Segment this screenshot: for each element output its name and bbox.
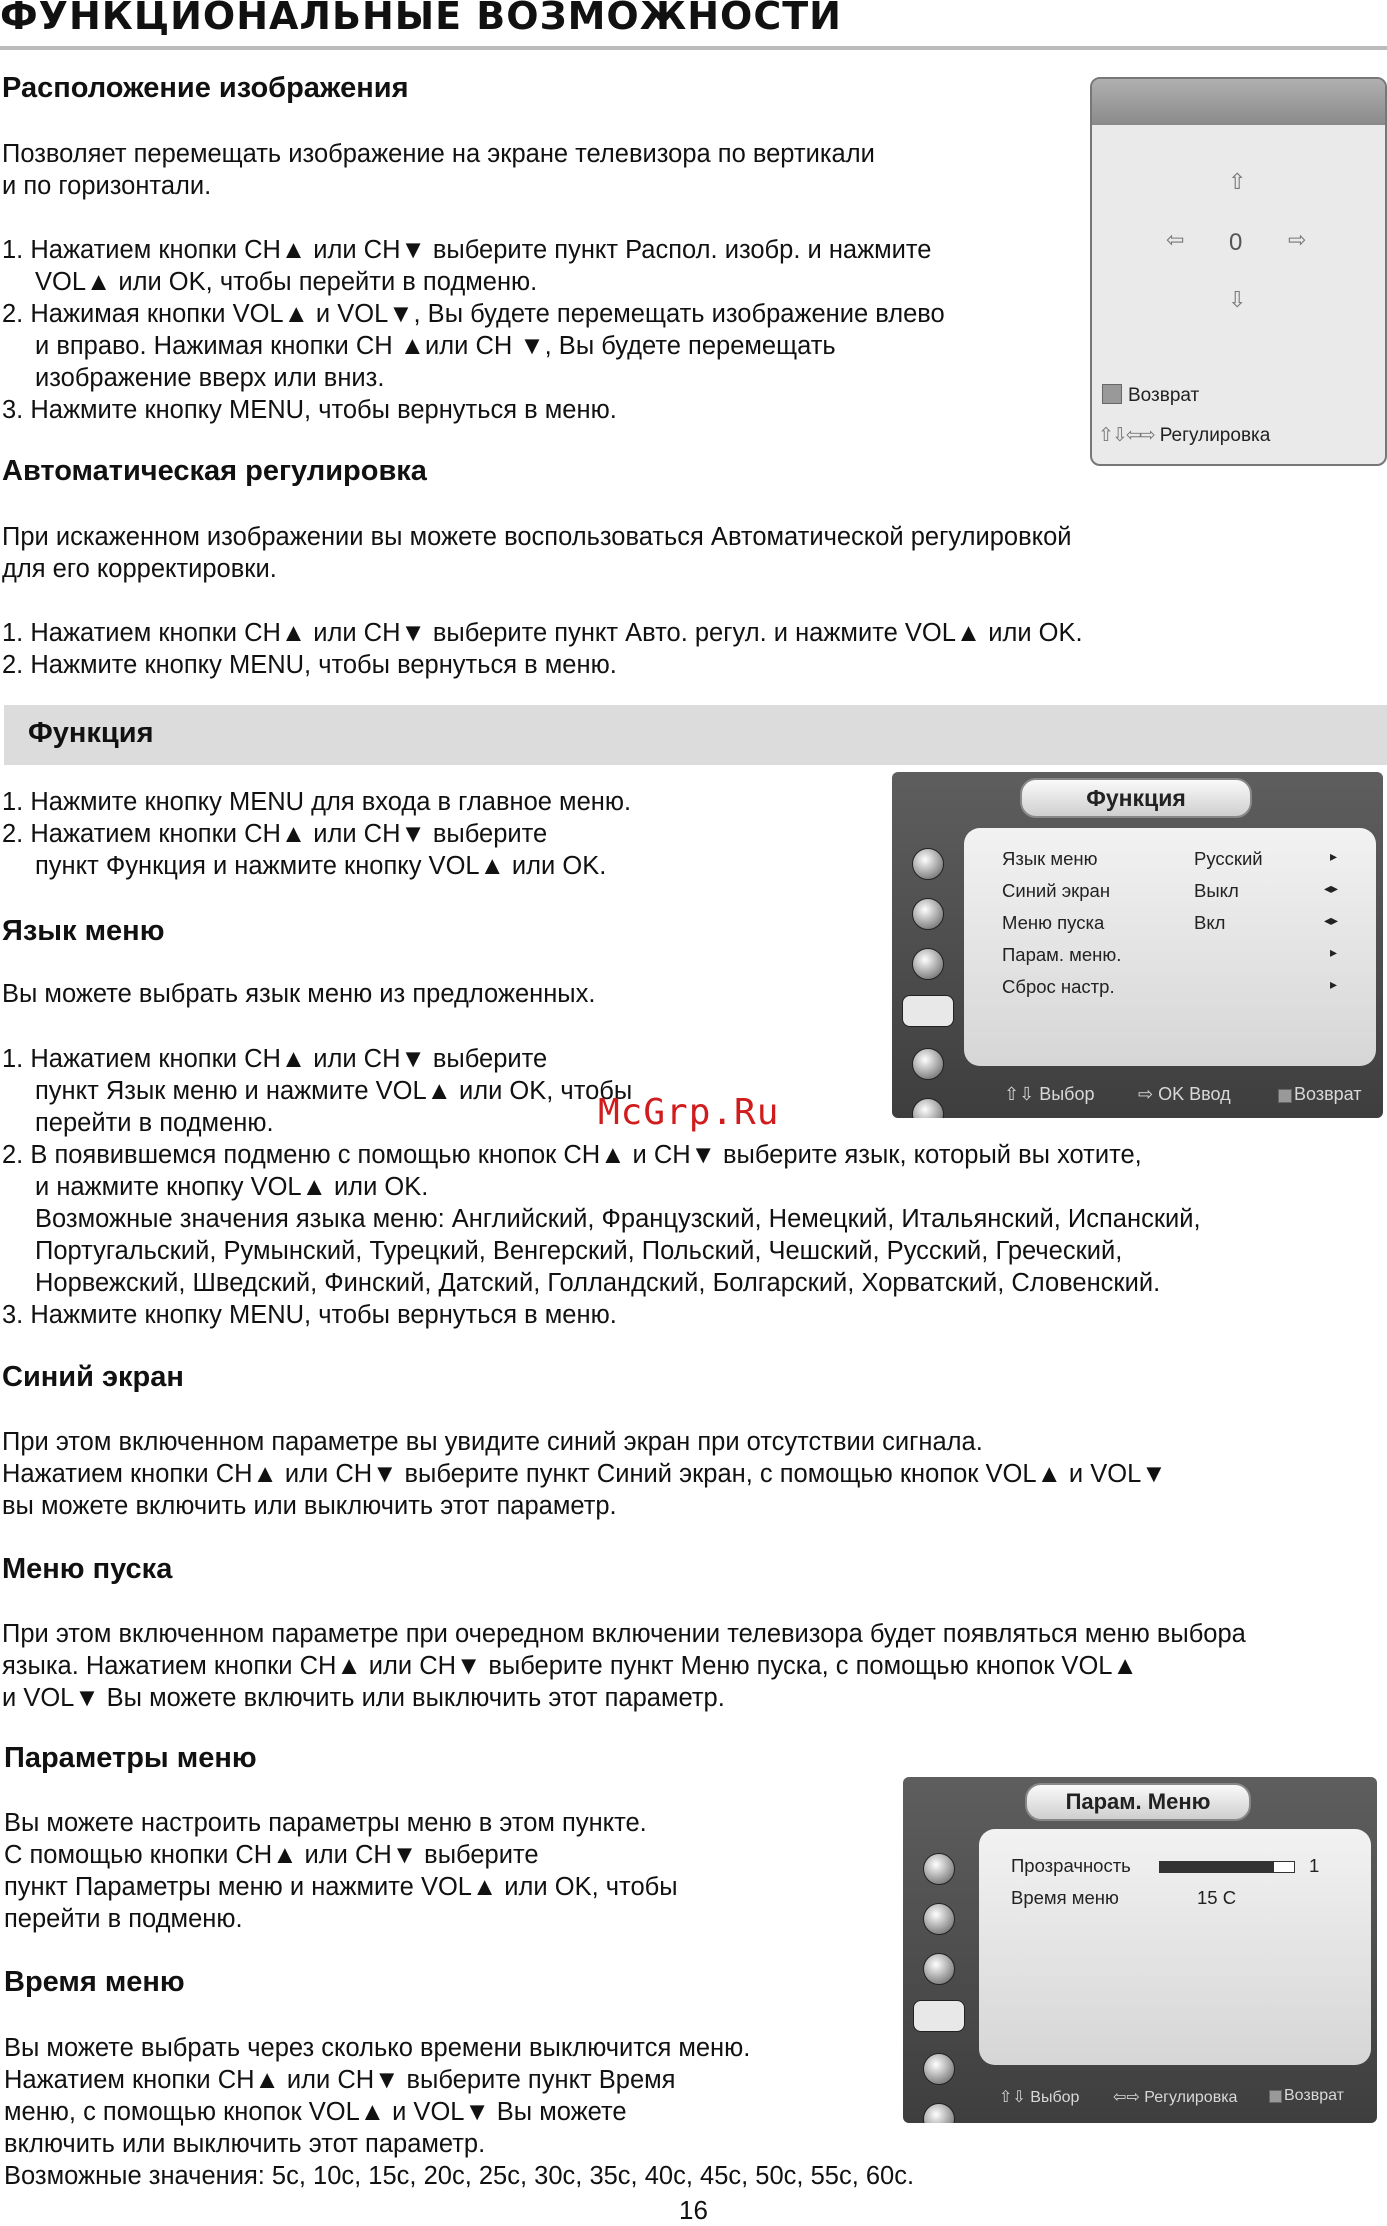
heading-blue: Синий экран bbox=[2, 1361, 184, 1393]
text-line: 1. Нажатием кнопки CH▲ или CH▼ выберите bbox=[2, 1045, 548, 1073]
text-line: 1. Нажатием кнопки CH▲ или CH▼ выберите пункт Авто. регул. и нажмите VOL▲ или OK. bbox=[2, 619, 1083, 647]
back-label: Возврат bbox=[1128, 385, 1200, 406]
footer-select-label: Выбор bbox=[1039, 1084, 1095, 1104]
osd-header: Функция bbox=[1020, 778, 1252, 818]
text-line: Позволяет перемещать изображение на экране телевизора по вертикали bbox=[2, 140, 875, 168]
footer-ok-label: OK Ввод bbox=[1158, 1084, 1231, 1104]
auto-steps bbox=[2, 617, 1083, 681]
heading-startup: Меню пуска bbox=[2, 1553, 173, 1585]
pc-icon bbox=[923, 2053, 955, 2085]
text-line: пункт Функция и нажмите кнопку VOL▲ или OK. bbox=[35, 852, 607, 880]
text-line: Нажатием кнопки CH▲ или CH▼ выберите пункт Время bbox=[4, 2066, 676, 2094]
position-intro bbox=[2, 138, 875, 202]
menu-button-icon bbox=[1269, 2090, 1282, 2103]
arrow-left-icon: ⇦ bbox=[1166, 227, 1185, 252]
auto-intro bbox=[2, 521, 1072, 585]
text-line: и нажмите кнопку VOL▲ или OK. bbox=[35, 1173, 429, 1201]
function-icon bbox=[902, 995, 954, 1027]
row-label: Меню пуска bbox=[1002, 912, 1105, 933]
up-down-arrows-icon: ⇧⇩ bbox=[999, 2089, 1026, 2106]
text-line: Португальский, Румынский, Турецкий, Венгерский, Польский, Чешский, Русский, Греческий, bbox=[35, 1237, 1123, 1265]
footer-back-label: Возврат bbox=[1284, 2087, 1344, 2104]
text-line: Возможные значения: 5с, 10с, 15с, 20с, 25с, 30с, 35с, 40с, 45с, 50с, 55с, 60с. bbox=[4, 2162, 915, 2190]
sound-icon bbox=[923, 1903, 955, 1935]
transparency-value: 1 bbox=[1309, 1855, 1320, 1876]
text-line: пункт Язык меню и нажмите VOL▲ или OK, чтобы bbox=[35, 1077, 633, 1105]
row-value: Русский bbox=[1194, 848, 1263, 869]
transparency-bar bbox=[1159, 1861, 1295, 1873]
text-line: 1. Нажатием кнопки CH▲ или CH▼ выберите пункт Распол. изобр. и нажмите bbox=[2, 236, 932, 264]
footer-adjust-label: Регулировка bbox=[1144, 2089, 1238, 2106]
footer-back bbox=[1278, 1084, 1362, 1105]
heading-auto: Автоматическая регулировка bbox=[2, 455, 427, 487]
position-steps bbox=[2, 234, 945, 426]
text-line: С помощью кнопки CH▲ или CH▼ выберите bbox=[4, 1841, 539, 1869]
footer-adjust bbox=[1113, 2087, 1237, 2107]
transparency-bar-fill bbox=[1160, 1862, 1274, 1872]
function-steps bbox=[2, 786, 631, 882]
menu-button-icon bbox=[1102, 384, 1122, 404]
text-line: При этом включенном параметре при очередном включении телевизора будет появляться меню выбора bbox=[2, 1620, 1246, 1648]
adjust-hint bbox=[1098, 424, 1270, 447]
row-label: Сброс настр. bbox=[1002, 976, 1115, 997]
satellite-icon bbox=[923, 2103, 955, 2123]
lang-steps bbox=[2, 1043, 1201, 1331]
text-line: и по горизонтали. bbox=[2, 172, 212, 200]
time-label: Время меню bbox=[1011, 1887, 1119, 1908]
sound-icon bbox=[912, 898, 944, 930]
text-line: меню, с помощью кнопок VOL▲ и VOL▼ Вы можете bbox=[4, 2098, 627, 2126]
row-value: Вкл bbox=[1194, 912, 1226, 933]
row-label: Язык меню bbox=[1002, 848, 1098, 869]
arrows-icon: ⇧⇩⇦⇨ bbox=[1098, 425, 1154, 446]
section-band-function bbox=[4, 705, 1387, 765]
startup-text bbox=[2, 1618, 1246, 1714]
right-arrow-icon: ▸ bbox=[1330, 944, 1338, 960]
back-hint bbox=[1102, 384, 1199, 407]
text-line: перейти в подменю. bbox=[4, 1905, 243, 1933]
footer-back-label: Возврат bbox=[1294, 1084, 1362, 1104]
row-value: Выкл bbox=[1194, 880, 1239, 901]
adjust-label: Регулировка bbox=[1159, 425, 1271, 446]
position-osd-screen bbox=[1090, 77, 1387, 466]
text-line: для его корректировки. bbox=[2, 555, 277, 583]
title-divider bbox=[0, 46, 1387, 50]
picture-icon bbox=[923, 1853, 955, 1885]
left-right-arrows-icon: ⇦⇨ bbox=[1113, 2089, 1140, 2106]
text-line: 2. В появившемся подменю с помощью кнопок CH▲ и CH▼ выберите язык, который вы хотите, bbox=[2, 1141, 1142, 1169]
text-line: 3. Нажмите кнопку MENU, чтобы вернуться в меню. bbox=[2, 1301, 617, 1329]
position-value: 0 bbox=[1229, 229, 1243, 256]
function-icon bbox=[913, 2000, 965, 2032]
left-right-arrow-icon: ◂▸ bbox=[1324, 880, 1339, 896]
row-label: Парам. меню. bbox=[1002, 944, 1122, 965]
footer-select-label: Выбор bbox=[1030, 2089, 1080, 2106]
text-line: включить или выключить этот параметр. bbox=[4, 2130, 486, 2158]
arrow-right-icon: ⇨ bbox=[1288, 227, 1307, 252]
text-line: VOL▲ или OK, чтобы перейти в подменю. bbox=[35, 268, 538, 296]
text-line: и VOL▼ Вы можете включить или выключить этот параметр. bbox=[2, 1684, 725, 1712]
picture-icon bbox=[912, 848, 944, 880]
page-title: ФУНКЦИОНАЛЬНЫЕ ВОЗМОЖНОСТИ bbox=[0, 0, 842, 38]
footer-back bbox=[1269, 2087, 1344, 2105]
lang-intro: Вы можете выбрать язык меню из предложенных. bbox=[2, 980, 596, 1008]
menu-button-icon bbox=[1278, 1089, 1292, 1103]
right-arrow-icon: ▸ bbox=[1330, 848, 1338, 864]
up-down-arrows-icon: ⇧⇩ bbox=[1004, 1084, 1035, 1104]
heading-position: Расположение изображения bbox=[2, 72, 409, 104]
text-line: языка. Нажатием кнопки CH▲ или CH▼ выберите пункт Меню пуска, с помощью кнопок VOL▲ bbox=[2, 1652, 1138, 1680]
text-line: 1. Нажмите кнопку MENU для входа в главное меню. bbox=[2, 788, 632, 816]
watermark: McGrp.Ru bbox=[598, 1092, 780, 1133]
text-line: 2. Нажимая кнопки VOL▲ и VOL▼, Вы будете перемещать изображение влево bbox=[2, 300, 945, 328]
params-text bbox=[4, 1807, 678, 1935]
left-right-arrow-icon: ◂▸ bbox=[1324, 912, 1339, 928]
right-arrow-icon: ▸ bbox=[1330, 976, 1338, 992]
text-line: Вы можете настроить параметры меню в этом пункте. bbox=[4, 1809, 647, 1837]
text-line: вы можете включить или выключить этот параметр. bbox=[2, 1492, 617, 1520]
menutime-text bbox=[4, 2032, 914, 2192]
transparency-label: Прозрачность bbox=[1011, 1855, 1131, 1876]
row-label: Синий экран bbox=[1002, 880, 1111, 901]
osd-title-bar bbox=[1092, 79, 1385, 125]
text-line: 3. Нажмите кнопку MENU, чтобы вернуться в меню. bbox=[2, 396, 617, 424]
text-line: и вправо. Нажимая кнопки CH ▲или CH ▼, Вы будете перемещать bbox=[35, 332, 836, 360]
text-line: перейти в подменю. bbox=[35, 1109, 274, 1137]
text-line: 2. Нажмите кнопку MENU, чтобы вернуться в меню. bbox=[2, 651, 617, 679]
text-line: Вы можете выбрать через сколько времени выключится меню. bbox=[4, 2034, 751, 2062]
page-number: 16 bbox=[679, 2195, 708, 2225]
arrow-down-icon: ⇩ bbox=[1228, 287, 1247, 312]
blue-text bbox=[2, 1426, 1166, 1522]
text-line: При этом включенном параметре вы увидите синий экран при отсутствии сигнала. bbox=[2, 1428, 983, 1456]
heading-params: Параметры меню bbox=[4, 1742, 257, 1774]
text-line: Нажатием кнопки CH▲ или CH▼ выберите пункт Синий экран, с помощью кнопок VOL▲ и VOL▼ bbox=[2, 1460, 1167, 1488]
text-line: пункт Параметры меню и нажмите VOL▲ или OK, чтобы bbox=[4, 1873, 678, 1901]
arrow-up-icon: ⇧ bbox=[1228, 169, 1247, 194]
osd-header: Парам. Меню bbox=[1025, 1783, 1251, 1821]
footer-select bbox=[999, 2087, 1079, 2107]
heading-menutime: Время меню bbox=[4, 1966, 185, 1998]
text-line: Возможные значения языка меню: Английский, Французский, Немецкий, Итальянский, Испанский, bbox=[35, 1205, 1201, 1233]
channel-icon bbox=[912, 948, 944, 980]
params-osd-screen bbox=[903, 1777, 1377, 2123]
text-line: 2. Нажатием кнопки CH▲ или CH▼ выберите bbox=[2, 820, 548, 848]
text-line: Норвежский, Шведский, Финский, Датский, Голландский, Болгарский, Хорватский, Словенский. bbox=[35, 1269, 1161, 1297]
text-line: изображение вверх или вниз. bbox=[35, 364, 385, 392]
channel-icon bbox=[923, 1953, 955, 1985]
heading-lang: Язык меню bbox=[2, 915, 165, 947]
text-line: При искаженном изображении вы можете воспользоваться Автоматической регулировкой bbox=[2, 523, 1072, 551]
right-arrow-icon: ⇨ bbox=[1138, 1084, 1154, 1104]
time-value: 15 С bbox=[1197, 1887, 1237, 1908]
band-title: Функция bbox=[28, 717, 154, 749]
